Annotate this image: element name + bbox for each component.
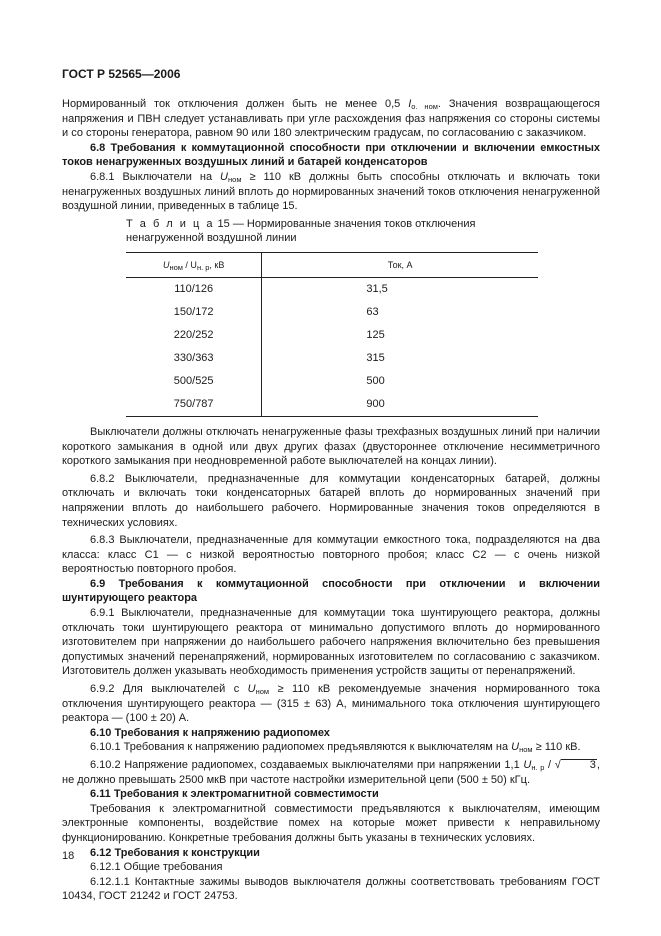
table-cell-current: 31,5 [366, 283, 388, 296]
table-header-voltage: $U_{ном} / U_{н. р}$, кВ [126, 252, 262, 277]
table-row [126, 277, 538, 301]
table-cell-current: 900 [366, 398, 385, 411]
paragraph-6-8-1: 6.8.1 Выключатели на $U_{ном} \ge 110$ кВ должны быть способны отключать и включать токи ненагруженных воздушных линий вплоть до нормированных значений токов отключения ненагруженной воздушной линии, приведенных в таблице 15. [62, 170, 600, 213]
paragraph-6-12-1: 6.12.1 Общие требования [90, 861, 223, 874]
paragraph-6-9-1: 6.9.1 Выключатели, предназначенные для коммутации тока шунтирующего реактора, должны отключать токи шунтирующего реактора от минимально допустимого вплоть до нормированного изготовителем при напряжении до наибольшего рабочего напряжения включительно без превышения допустимых значений перенапряжений, нормированных изготовителем по согласованию с заказчиком. Изготовитель должен указывать необходимость применения устройств защиты от перенапряжений. [62, 607, 600, 678]
paragraph-6-10-1: 6.10.1 Требования к напряжению радиопомех предъявляются к выключателям на $U_{ном} \ge 110$ кВ. [90, 741, 581, 755]
paragraph-6-11: Требования к электромагнитной совместимости предъявляются к выключателям, имеющим электронные компоненты, воздействие помех на которые может привести к неправильному функционированию. Конкретные требования должны быть указаны в технических условиях. [62, 802, 600, 844]
paragraph-6-12-1-1: 6.12.1.1 Контактные зажимы выводов выключателя должны соответствовать требованиям ГОСТ 10434, ГОСТ 21242 и ГОСТ 24753. [62, 875, 600, 903]
paragraph-breaking-current: Нормированный ток отключения должен быть не менее 0,5 $I_{о. ном}$. Значения возвращающегося напряжения и ПВН следует устанавливать при угле расхождения фаз напряжения со стороны системы и со стороны генератора, равном 90 или 180 электрическим градусам, по согласованию с заказчиком. [62, 98, 601, 140]
table-cell-current: 125 [366, 329, 385, 342]
table-row [126, 301, 538, 324]
table-cell-voltage: 750/787 [126, 393, 262, 417]
table-cell-voltage: 110/126 [126, 277, 262, 301]
table-cell-voltage: 150/172 [126, 301, 262, 324]
table-15 [126, 252, 538, 417]
paragraph-6-9-2: 6.9.2 Для выключателей с $U_{ном} \ge 110$ кВ рекомендуемые значения нормированного тока отключения шунтирующего реактора — (315 ± 63) А, минимального тока отключения шунтирующего реактора — (100 ± 20) А. [62, 683, 600, 725]
document-body [62, 97, 600, 904]
table-cell-current: 315 [366, 352, 385, 365]
paragraph-6-8-2: 6.8.2 Выключатели, предназначенные для коммутации конденсаторных батарей, должны отключать и включать токи конденсаторных батарей вплоть до нормированных значений при напряжении вплоть до наибольшего рабочего. Нормированные значения токов определяются в технических условиях. [62, 472, 600, 529]
table-cell-voltage: 330/363 [126, 347, 262, 370]
table-header-current: Ток, А [262, 252, 538, 277]
sqrt-sign: √ [554, 759, 561, 771]
table-cell-current: 63 [366, 306, 379, 319]
page-number: 18 [62, 850, 75, 862]
table-cell-current: 500 [366, 375, 385, 388]
paragraph-6-8-3: 6.8.3 Выключатели, предназначенные для коммутации емкостного тока, подразделяются на два класса: класс С1 — с низкой вероятностью повторного пробоя; класс С2 — с очень низкой вероятностью повторного пробоя. [62, 534, 600, 576]
table-row [126, 370, 538, 393]
section-6-10-heading: 6.10 Требования к напряжению радиопомех [90, 726, 330, 739]
section-6-11-heading: 6.11 Требования к электромагнитной совместимости [90, 788, 379, 801]
section-6-9-heading: 6.9 Требования к коммутационной способности при отключении и включении шунтирующего реактора [62, 577, 600, 605]
paragraph-asymmetric-fault: Выключатели должны отключать ненагруженные фазы трехфазных воздушных линий при наличии короткого замыкания в одной или двух других фазах (двустороннее отключение несимметричного короткого замыкания при неодновременной работе выключателей на концах линии). [62, 425, 600, 468]
section-6-12-heading: 6.12 Требования к конструкции [90, 846, 260, 859]
table-row [126, 324, 538, 347]
table-cell-voltage: 500/525 [126, 370, 262, 393]
table-cell-voltage: 220/252 [126, 324, 262, 347]
section-6-8-heading: 6.8 Требования к коммутационной способности при отключении и включении емкостных токов ненагруженных воздушных линий и батарей конденсаторов [62, 141, 600, 169]
document-code: ГОСТ Р 52565—2006 [62, 67, 181, 81]
sqrt-argument: 3 [561, 759, 597, 771]
table-row [126, 347, 538, 370]
table-15-caption: Т а б л и ц а 15 — Нормированные значения токов отключения ненагруженной воздушной линии [126, 217, 476, 245]
table-row [126, 393, 538, 417]
paragraph-6-10-2: 6.10.2 Напряжение радиопомех, создаваемых выключателями при напряжении 1,1 $U_{н. р}$ / √ 3, не должно превышать 2500 мкВ при частоте настройки измерительной цепи (500 ± 50) кГц. [62, 759, 600, 786]
